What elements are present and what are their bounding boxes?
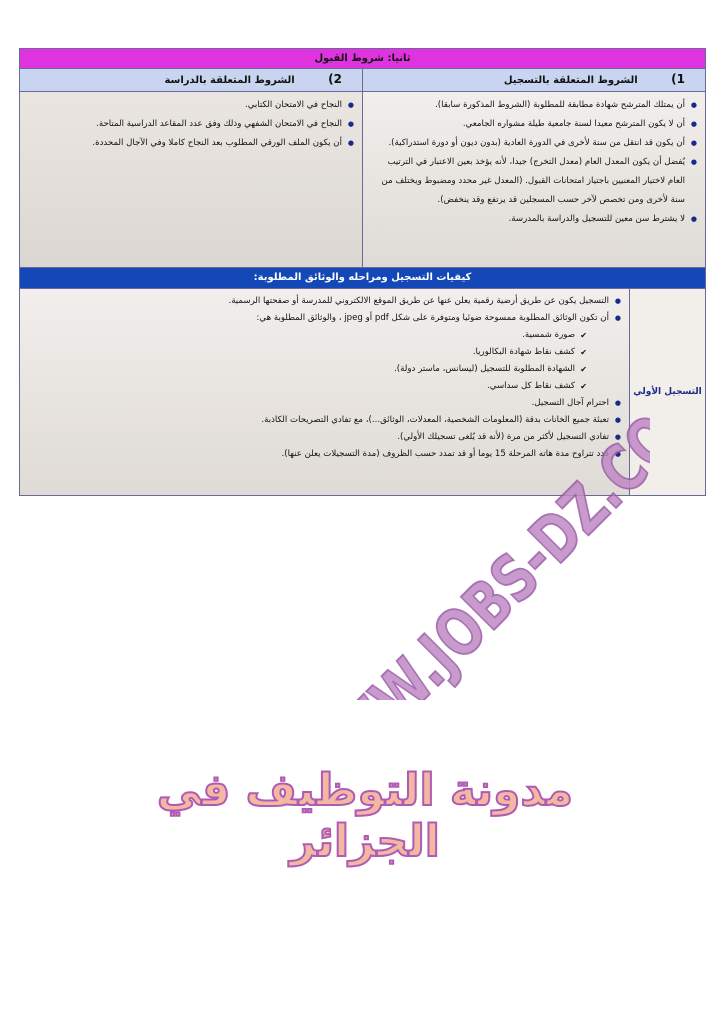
document-item: ✔ كشف نقاط كل سداسي. (26, 378, 587, 395)
list-item: ● احترام آجال التسجيل. (26, 395, 621, 412)
documents-list (26, 327, 609, 395)
col1-header (363, 69, 706, 92)
list-item: ● يُفضل أن يكون المعدل العام (معدل التخرج) جيدا، لأنه يؤخذ بعين الاعتبار في الترتيب العام لاختيار المعنيين باجتياز امتحانات القبول. (المعدل غير محدد ومضبوط ويختلف من سنة لأخرى ومن تخصص لآخر حسب المسجلين قد يرتفع وقد ينخفض). (369, 153, 697, 210)
document-item: ✔ صورة شمسية. (26, 327, 587, 344)
list-item: ● النجاح في الامتحان الكتابي. (26, 96, 354, 115)
list-item: ● أن لا يكون المترشح معيدا لسنة جامعية طيلة مشواره الجامعي. (369, 115, 697, 134)
registration-steps-cell (20, 289, 630, 496)
list-item: ● تفادي التسجيل لأكثر من مرة (لأنه قد يُلغى تسجيلك الأولي). (26, 429, 621, 446)
document-item: ✔ الشهادة المطلوبة للتسجيل (ليسانس، ماستر دولة). (26, 361, 587, 378)
list-item: ● أن يكون قد انتقل من سنة لأخرى في الدورة العادية (بدون ديون أو دورة استدراكية). (369, 134, 697, 153)
registration-conditions-cell (363, 92, 706, 268)
list-item (26, 310, 621, 395)
col2-header (20, 69, 363, 92)
footer-blog-title: مدونة التوظيف في الجزائر (156, 765, 574, 867)
section1-title: ثانيا: شروط القبول (20, 49, 706, 69)
registration-steps-list (20, 289, 629, 463)
list-item: ● قدد تتراوح مدة هاته المرحلة 15 يوما أو قد تمدد حسب الظروف (مدة التسجيلات يعلن عنها). (26, 446, 621, 463)
registration-conditions-list (363, 92, 705, 229)
list-item-text: أن تكون الوثائق المطلوبة ممسوحة ضوئيا ومتوفرة على شكل pdf أو jpeg ، والوثائق المطلوبة هي: (256, 313, 609, 323)
col1-number: 1) (671, 72, 686, 86)
list-item: ● أن يكون الملف الورقي المطلوب بعد النجاح كاملا وفي الآجال المحددة. (26, 134, 354, 153)
row-label: التسجيل الأولي (630, 289, 706, 496)
document-item: ✔ كشف نقاط شهادة البكالوريا. (26, 344, 587, 361)
col2-title: الشروط المتعلقة بالدراسة (164, 75, 295, 86)
admission-conditions-table (19, 48, 706, 289)
study-conditions-cell (20, 92, 363, 268)
study-conditions-list (20, 92, 362, 153)
list-item: ● النجاح في الامتحان الشفهي وذلك وفق عدد المقاعد الدراسية المتاحة. (26, 115, 354, 134)
list-item: ● تعبئة جميع الخانات بدقة (المعلومات الشخصية، المعدلات، الوثائق...)، مع تفادي التصريحات الكاذبة. (26, 412, 621, 429)
list-item: ● أن يمتلك المترشح شهادة مطابقة للمطلوبة (الشروط المذكورة سابقا). (369, 96, 697, 115)
section2-title: كيفيات التسجيل ومراحله والوثائق المطلوبة: (20, 268, 706, 289)
list-item: ● لا يشترط سن معين للتسجيل والدراسة بالمدرسة. (369, 210, 697, 229)
registration-procedure-table (19, 288, 706, 496)
list-item: ● التسجيل يكون عن طريق أرضية رقمية يعلن عنها عن طريق الموقع الالكتروني للمدرسة أو صفحتها الرسمية. (26, 293, 621, 310)
col2-number: 2) (328, 72, 343, 86)
col1-title: الشروط المتعلقة بالتسجيل (503, 75, 638, 86)
document-page (19, 48, 705, 496)
